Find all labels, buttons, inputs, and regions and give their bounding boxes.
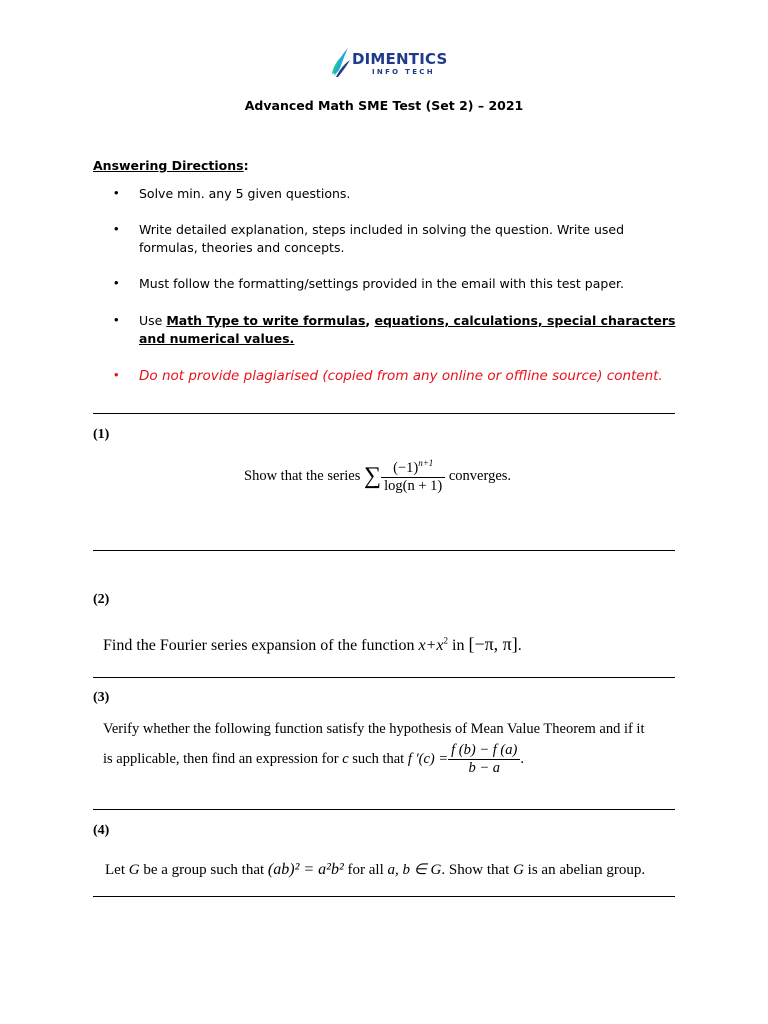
q2-interval: [−π, π] — [468, 634, 518, 654]
directions-heading-colon: : — [243, 158, 249, 173]
q3-frac-num: f (b) − f (a) — [451, 742, 518, 758]
q1-text-before: Show that the series — [244, 467, 365, 484]
question-1-text — [244, 458, 511, 495]
plagiarism-warning: Do not provide plagiarised (copied from any online or offline source) content. — [139, 368, 663, 384]
direction-item-mathtype — [139, 312, 684, 348]
q4-vars: a, b ∈ G — [387, 862, 442, 878]
question-number: (1) — [93, 427, 110, 442]
question-number: (3) — [93, 690, 110, 705]
q3-frac-den: b − a — [448, 759, 520, 777]
question-4-text — [105, 860, 645, 879]
divider — [93, 550, 675, 551]
question-3-line1: Verify whether the following function satisfy the hypothesis of Mean Value Theorem and if it — [103, 721, 645, 737]
q2-function-exp: 2 — [443, 635, 448, 646]
q4-text1: Let — [105, 862, 129, 878]
logo-feather-icon — [330, 46, 352, 78]
logo-subtitle: INFO TECH — [372, 68, 435, 76]
direction-item: Solve min. any 5 given questions. — [139, 186, 351, 201]
mathtype-prefix: Use — [139, 313, 167, 328]
direction-item: Write detailed explanation, steps included in solving the question. Write used formulas, theories and concepts. — [139, 222, 625, 255]
document-title: Advanced Math SME Test (Set 2) – 2021 — [244, 98, 524, 113]
q2-end: . — [517, 637, 522, 654]
q2-text-before: Find the Fourier series expansion of the function — [103, 637, 419, 654]
q3-line2-before: is applicable, then find an expression for — [103, 750, 343, 767]
directions-heading — [93, 158, 249, 173]
mathtype-part2: equations, calculations, special characters and numerical values. — [139, 313, 676, 346]
q3-line2-mid: such that — [348, 750, 408, 767]
bullet-dot-icon: • — [114, 185, 119, 200]
direction-item: Must follow the formatting/settings provided in the email with this test paper. — [139, 276, 624, 291]
q3-lhs: f ′(c) = — [407, 750, 449, 767]
q3-end: . — [520, 750, 524, 767]
q1-numerator-base: (−1) — [393, 459, 419, 476]
q1-denominator: log(n + 1) — [381, 477, 445, 495]
question-number: (4) — [93, 823, 110, 838]
mathtype-sep: , — [365, 313, 375, 328]
bullet-dot-icon: • — [114, 221, 119, 236]
company-logo — [330, 46, 448, 78]
logo-name: DIMENTICS — [352, 50, 448, 68]
mathtype-part1: Math Type to write formulas — [166, 313, 366, 328]
q4-group-g: G — [128, 862, 140, 878]
q1-text-after: converges. — [445, 467, 512, 484]
q4-text4: . Show that — [441, 862, 514, 878]
q1-fraction — [381, 458, 445, 495]
bullet-dot-icon: • — [114, 367, 119, 382]
q1-numerator-exp: n+1 — [418, 458, 434, 468]
divider — [93, 809, 675, 810]
q4-text5: is an abelian group. — [523, 862, 646, 878]
q4-text2: be a group such that — [139, 862, 268, 878]
directions-heading-text: Answering Directions — [93, 158, 244, 173]
q3-fraction — [448, 742, 520, 777]
question-2-text — [103, 634, 522, 655]
divider — [93, 896, 675, 897]
question-number: (2) — [93, 592, 110, 607]
q2-function: x+x — [418, 637, 444, 654]
q4-expression: (ab)² = a²b² — [267, 861, 344, 878]
q4-group-g2: G — [513, 862, 524, 878]
bullet-dot-icon: • — [114, 312, 119, 327]
question-3-line2 — [103, 742, 524, 777]
q3-var-c: c — [342, 750, 349, 767]
divider — [93, 413, 675, 414]
sigma-symbol: ∑ — [364, 462, 382, 489]
q2-mid: in — [448, 637, 469, 654]
q1-numerator — [381, 458, 445, 477]
divider — [93, 677, 675, 678]
bullet-dot-icon: • — [114, 275, 119, 290]
q4-text3: for all — [343, 862, 388, 878]
